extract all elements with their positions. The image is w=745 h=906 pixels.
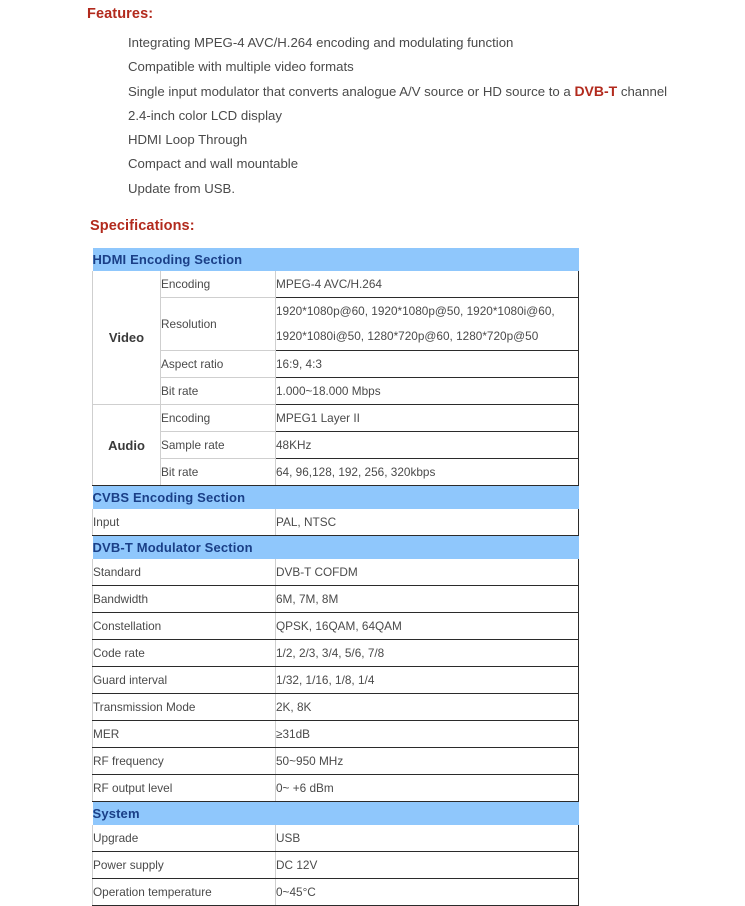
table-row: [93, 459, 579, 486]
row-value: MPEG-4 AVC/H.264: [276, 271, 579, 298]
group-label-video: Video: [93, 271, 161, 405]
row-label: Standard: [93, 559, 276, 586]
feature-item: [128, 128, 728, 152]
row-value: 0~45°C: [276, 879, 579, 906]
row-value: DVB-T COFDM: [276, 559, 579, 586]
row-value: 16:9, 4:3: [276, 351, 579, 378]
row-label: Sample rate: [161, 432, 276, 459]
group-label-audio: Audio: [93, 405, 161, 486]
specifications-heading: Specifications:: [90, 218, 195, 234]
feature-item: [128, 31, 728, 55]
section-header-label: HDMI Encoding Section: [93, 248, 579, 271]
row-value: USB: [276, 825, 579, 852]
row-label: Aspect ratio: [161, 351, 276, 378]
row-value: [276, 298, 579, 351]
specifications-table: [92, 248, 579, 906]
row-label: Encoding: [161, 271, 276, 298]
table-row: [93, 748, 579, 775]
row-label: Bandwidth: [93, 586, 276, 613]
feature-text: Single input modulator that converts analogue A/V source or HD source to a: [128, 84, 575, 100]
section-header-label: System: [93, 802, 579, 826]
row-label: Bit rate: [161, 378, 276, 405]
row-value: 64, 96,128, 192, 256, 320kbps: [276, 459, 579, 486]
feature-text: Compact and wall mountable: [128, 156, 299, 172]
table-row: [93, 852, 579, 879]
row-value-line2: 1920*1080i@50, 1280*720p@60, 1280*720p@50: [276, 329, 539, 343]
feature-text: Compatible with multiple video formats: [128, 59, 354, 75]
section-header-label: DVB-T Modulator Section: [93, 536, 579, 560]
section-header-system: [93, 802, 579, 826]
row-label: Bit rate: [161, 459, 276, 486]
table-row: [93, 405, 579, 432]
row-label: RF frequency: [93, 748, 276, 775]
row-label: Encoding: [161, 405, 276, 432]
row-label: Code rate: [93, 640, 276, 667]
row-value: ≥31dB: [276, 721, 579, 748]
section-header-dvbt: [93, 536, 579, 560]
table-row: [93, 667, 579, 694]
row-value: 50~950 MHz: [276, 748, 579, 775]
table-row: [93, 351, 579, 378]
section-header-label: CVBS Encoding Section: [93, 486, 579, 510]
table-row: [93, 432, 579, 459]
row-value: DC 12V: [276, 852, 579, 879]
table-row: [93, 721, 579, 748]
row-label: Operation temperature: [93, 879, 276, 906]
feature-text-tail: channel: [617, 84, 668, 100]
table-row: [93, 559, 579, 586]
row-value: 1/2, 2/3, 3/4, 5/6, 7/8: [276, 640, 579, 667]
table-row: [93, 775, 579, 802]
row-label: Constellation: [93, 613, 276, 640]
table-row: [93, 613, 579, 640]
feature-item: [128, 104, 728, 128]
row-label: MER: [93, 721, 276, 748]
feature-text: Update from USB.: [128, 180, 236, 196]
row-label: Transmission Mode: [93, 694, 276, 721]
table-row: [93, 640, 579, 667]
row-label: Resolution: [161, 298, 276, 351]
row-value-line1: 1920*1080p@60, 1920*1080p@50, 1920*1080i@60,: [276, 304, 555, 318]
row-value: QPSK, 16QAM, 64QAM: [276, 613, 579, 640]
row-label: RF output level: [93, 775, 276, 802]
row-value: PAL, NTSC: [276, 509, 579, 536]
section-header-cvbs: [93, 486, 579, 510]
table-row: [93, 298, 579, 351]
table-row: [93, 825, 579, 852]
feature-text: 2.4-inch color LCD display: [128, 108, 282, 124]
feature-item: [128, 177, 728, 201]
row-value: 6M, 7M, 8M: [276, 586, 579, 613]
feature-item: [128, 79, 728, 104]
features-heading: Features:: [87, 6, 154, 22]
feature-text: HDMI Loop Through: [128, 132, 248, 148]
feature-text: Integrating MPEG-4 AVC/H.264 encoding and modulating function: [128, 35, 514, 50]
row-value: 1.000~18.000 Mbps: [276, 378, 579, 405]
table-row: [93, 271, 579, 298]
feature-item: [128, 55, 728, 79]
row-label: Upgrade: [93, 825, 276, 852]
row-value: 48KHz: [276, 432, 579, 459]
row-value: 1/32, 1/16, 1/8, 1/4: [276, 667, 579, 694]
table-row: [93, 586, 579, 613]
row-value: MPEG1 Layer II: [276, 405, 579, 432]
row-value: 2K, 8K: [276, 694, 579, 721]
section-header-hdmi: [93, 248, 579, 271]
feature-highlight-dvbt: DVB-T: [574, 83, 618, 100]
row-label: Power supply: [93, 852, 276, 879]
row-label: Guard interval: [93, 667, 276, 694]
features-list: [128, 31, 728, 201]
feature-item: [128, 152, 728, 176]
table-row: [93, 378, 579, 405]
row-label: Input: [93, 509, 276, 536]
row-value: 0~ +6 dBm: [276, 775, 579, 802]
table-row: [93, 694, 579, 721]
table-row: [93, 509, 579, 536]
table-row: [93, 879, 579, 906]
